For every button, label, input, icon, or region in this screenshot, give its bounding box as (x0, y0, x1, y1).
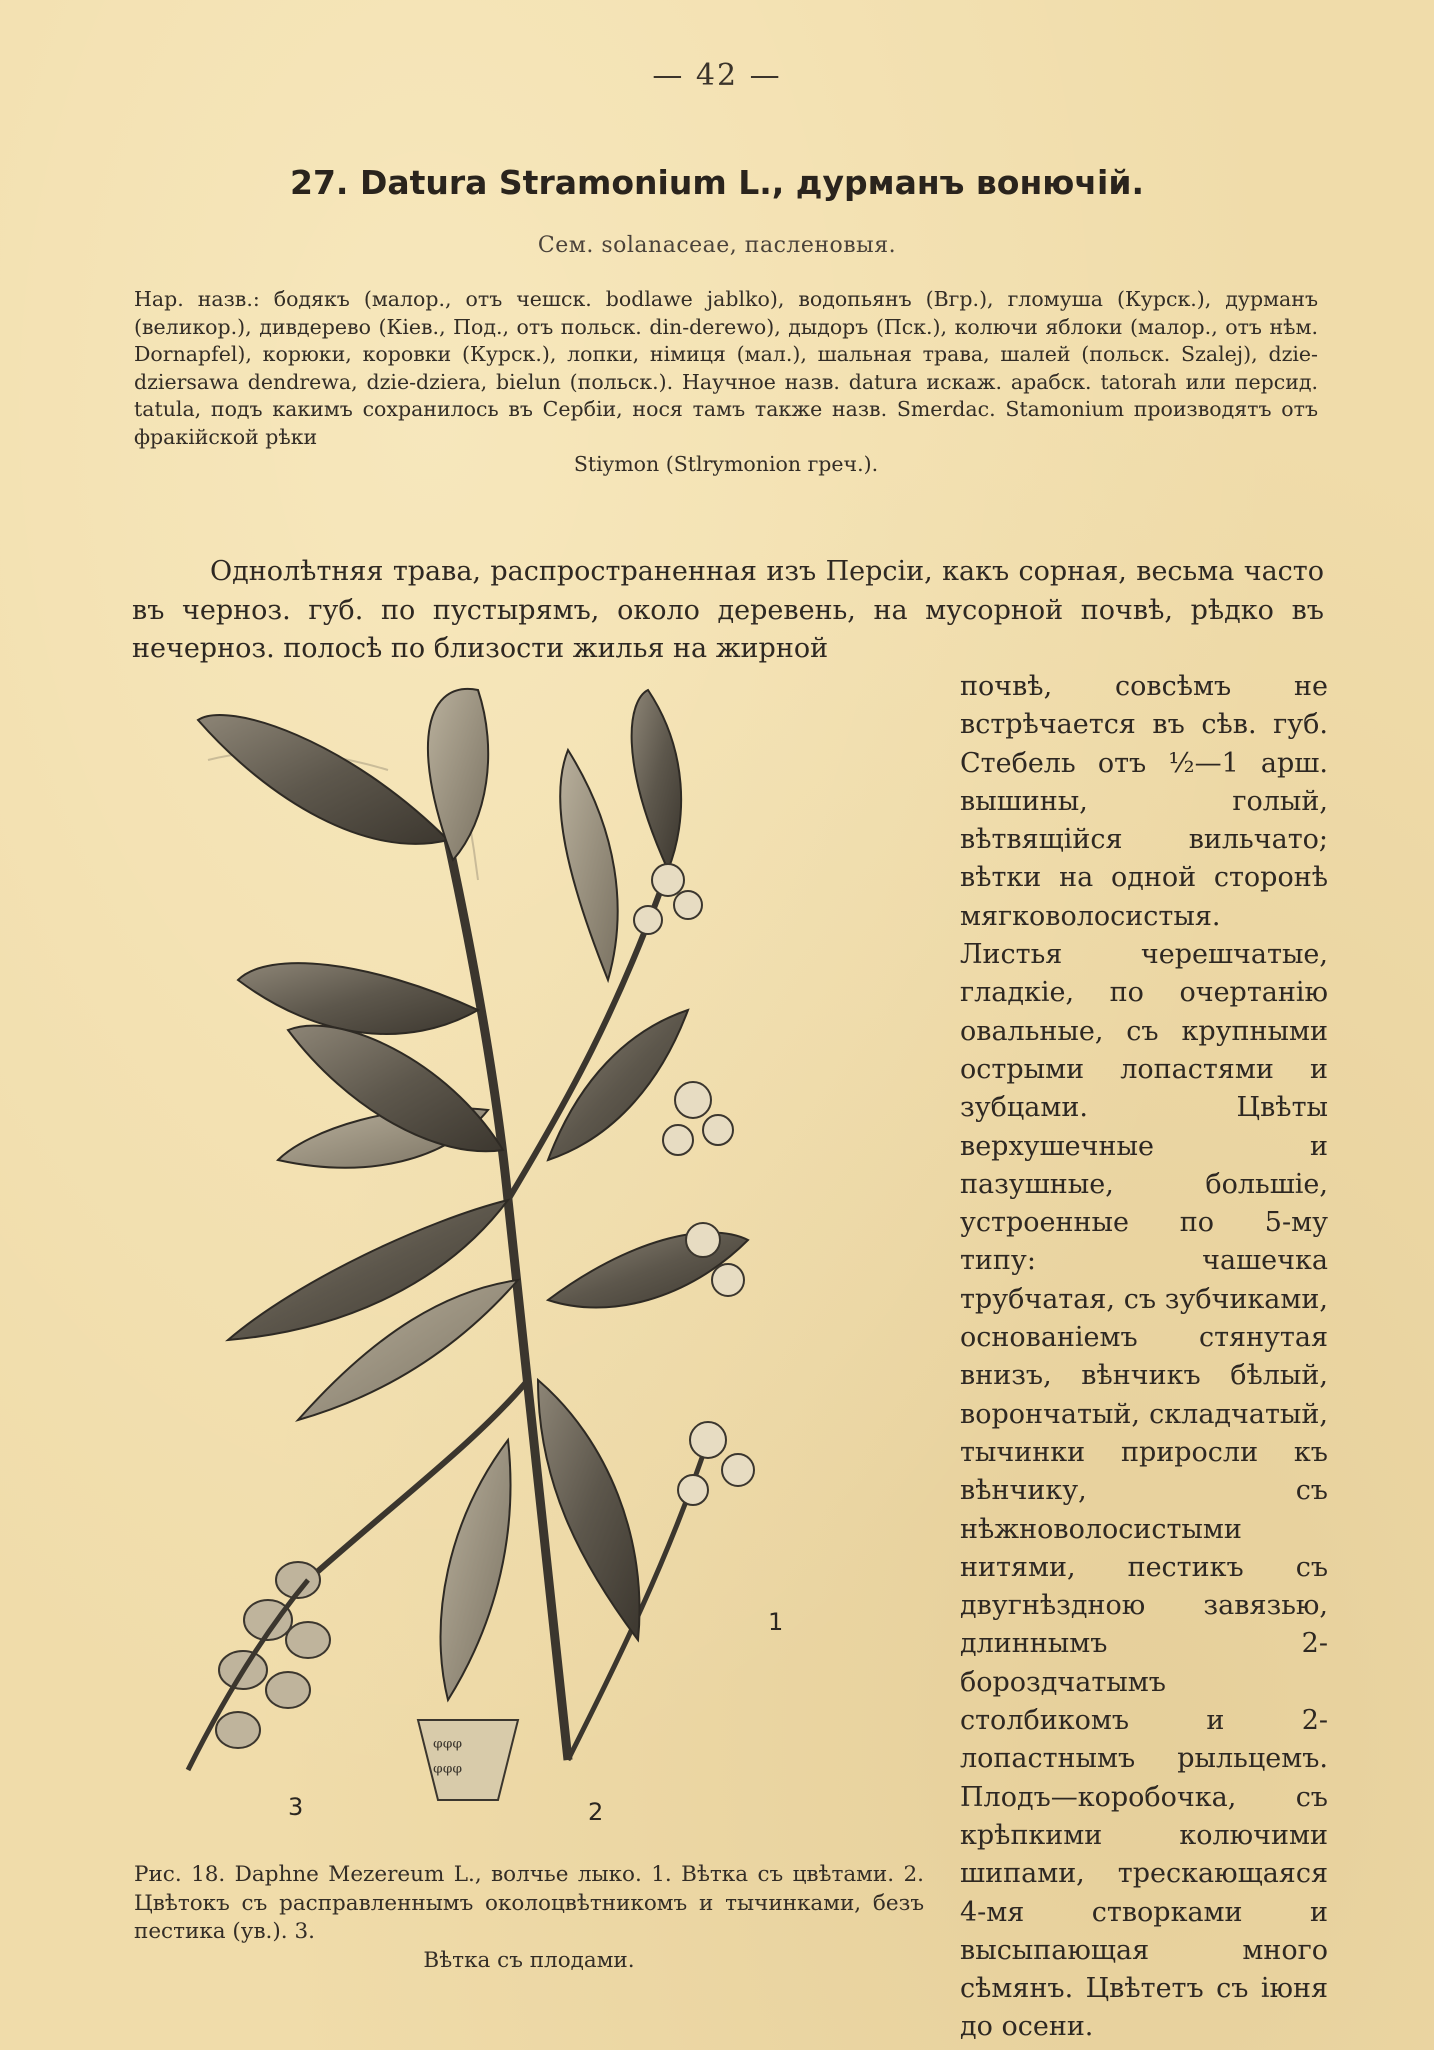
flower (686, 1223, 720, 1257)
berry (216, 1712, 260, 1748)
flower (634, 906, 662, 934)
folk-names-paragraph (134, 286, 1318, 479)
fig-label-1: 1 (768, 1608, 784, 1636)
article-title: 27. Datura Stramonium L., дурманъ вонючій. (290, 163, 1144, 202)
folk-names-tail: Stiymon (Stlrymonion греч.). (573, 452, 879, 476)
leaf (198, 715, 448, 844)
berry (266, 1672, 310, 1708)
leaf (632, 690, 682, 870)
flower (703, 1115, 733, 1145)
flower (652, 864, 684, 896)
folk-names-text: Нар. назв.: бодякъ (малор., отъ чешск. bodlawe jablko), водопьянъ (Вгр.), гломуша (Курск.), дурманъ (великор.), дивдерево (Кіев., Под., отъ польск. din-derewo), дыдоръ (Пск.), колючи яблоки (малор., отъ нѣм. Dornapfel), корюки, коровки (Курск.), лопки, німиця (мал.), шальная трава, шалей (польск. Szalej), dzie-dziersawa dendrewa, dzie-dziera, bielun (польск.). Научное назв. datura искаж. арабск. tatorah или персид. tatula, подъ какимъ сохранилось въ Сербіи, нося тамъ также назв. Smerdac. Stamonium производятъ отъ фракійской рѣки (134, 287, 1318, 449)
leaf (238, 963, 478, 1034)
flower (678, 1475, 708, 1505)
intro-text: Однолѣтняя трава, распространенная изъ Персіи, какъ сорная, весьма часто въ черноз. губ. по пустырямъ, около деревень, на мусорной почвѣ, рѣдко въ нечерноз. полосѣ по близости жилья на жирной (132, 556, 1324, 664)
figure-caption-text: Рис. 18. Daphne Mezereum L., волчье лыко. 1. Вѣтка съ цвѣтами. 2. Цвѣтокъ съ расправленнымъ околоцвѣтникомъ и тычинками, безъ пестика (ув.). 3. (134, 1862, 924, 1944)
flower (722, 1454, 754, 1486)
figure-caption-last: Вѣтка съ плодами. (423, 1947, 635, 1973)
svg-text:ᵠᵠᵠ: ᵠᵠᵠ (433, 1761, 463, 1786)
page-number: — 42 — (652, 58, 782, 93)
fig-label-3: 3 (288, 1793, 304, 1821)
leaf (441, 1440, 511, 1700)
berries (216, 1562, 330, 1748)
description-column: почвѣ, совсѣмъ не встрѣчается въ сѣв. губ. Стебель отъ ½—1 арш. вышины, голый, вѣтвящійся вильчато; вѣтки на одной сторонѣ мягковолосистыя. Листья черешчатые, гладкіе, по очертанію овальные, съ крупными острыми лопастями и зубцами. Цвѣты верхушечные и пазушные, большіе, устроенные по 5-му типу: чашечка трубчатая, съ зубчиками, основаніемъ стянутая внизъ, вѣнчикъ бѣлый, ворончатый, складчатый, тычинки приросли къ вѣнчику, съ нѣжноволосистыми нитями, пестикъ съ двугнѣздною завязью, длиннымъ 2-бороздчатымъ столбикомъ и 2-лопастнымъ рыльцемъ. Плодъ—коробочка, съ крѣпкими колючими шипами, трескающаяся 4-мя створками и высыпающая много сѣмянъ. Цвѣтетъ съ іюня до осени. (960, 671, 1328, 2043)
dissected-flower (418, 1720, 518, 1800)
flowers (634, 864, 754, 1505)
fig-label-2: 2 (588, 1798, 604, 1826)
flower (674, 891, 702, 919)
flower (675, 1082, 711, 1118)
flower (690, 1422, 726, 1458)
leaf (560, 750, 618, 980)
daphne-drawing (148, 680, 928, 1850)
figure-caption (134, 1861, 924, 1975)
flower (663, 1125, 693, 1155)
plant-family: Сем. solanaceae, пасленовыя. (537, 233, 897, 258)
flower (712, 1264, 744, 1296)
intro-paragraph (132, 553, 1324, 669)
svg-text:ᵠᵠᵠ: ᵠᵠᵠ (433, 1736, 463, 1761)
botanical-illustration (148, 680, 928, 1850)
berry (286, 1622, 330, 1658)
